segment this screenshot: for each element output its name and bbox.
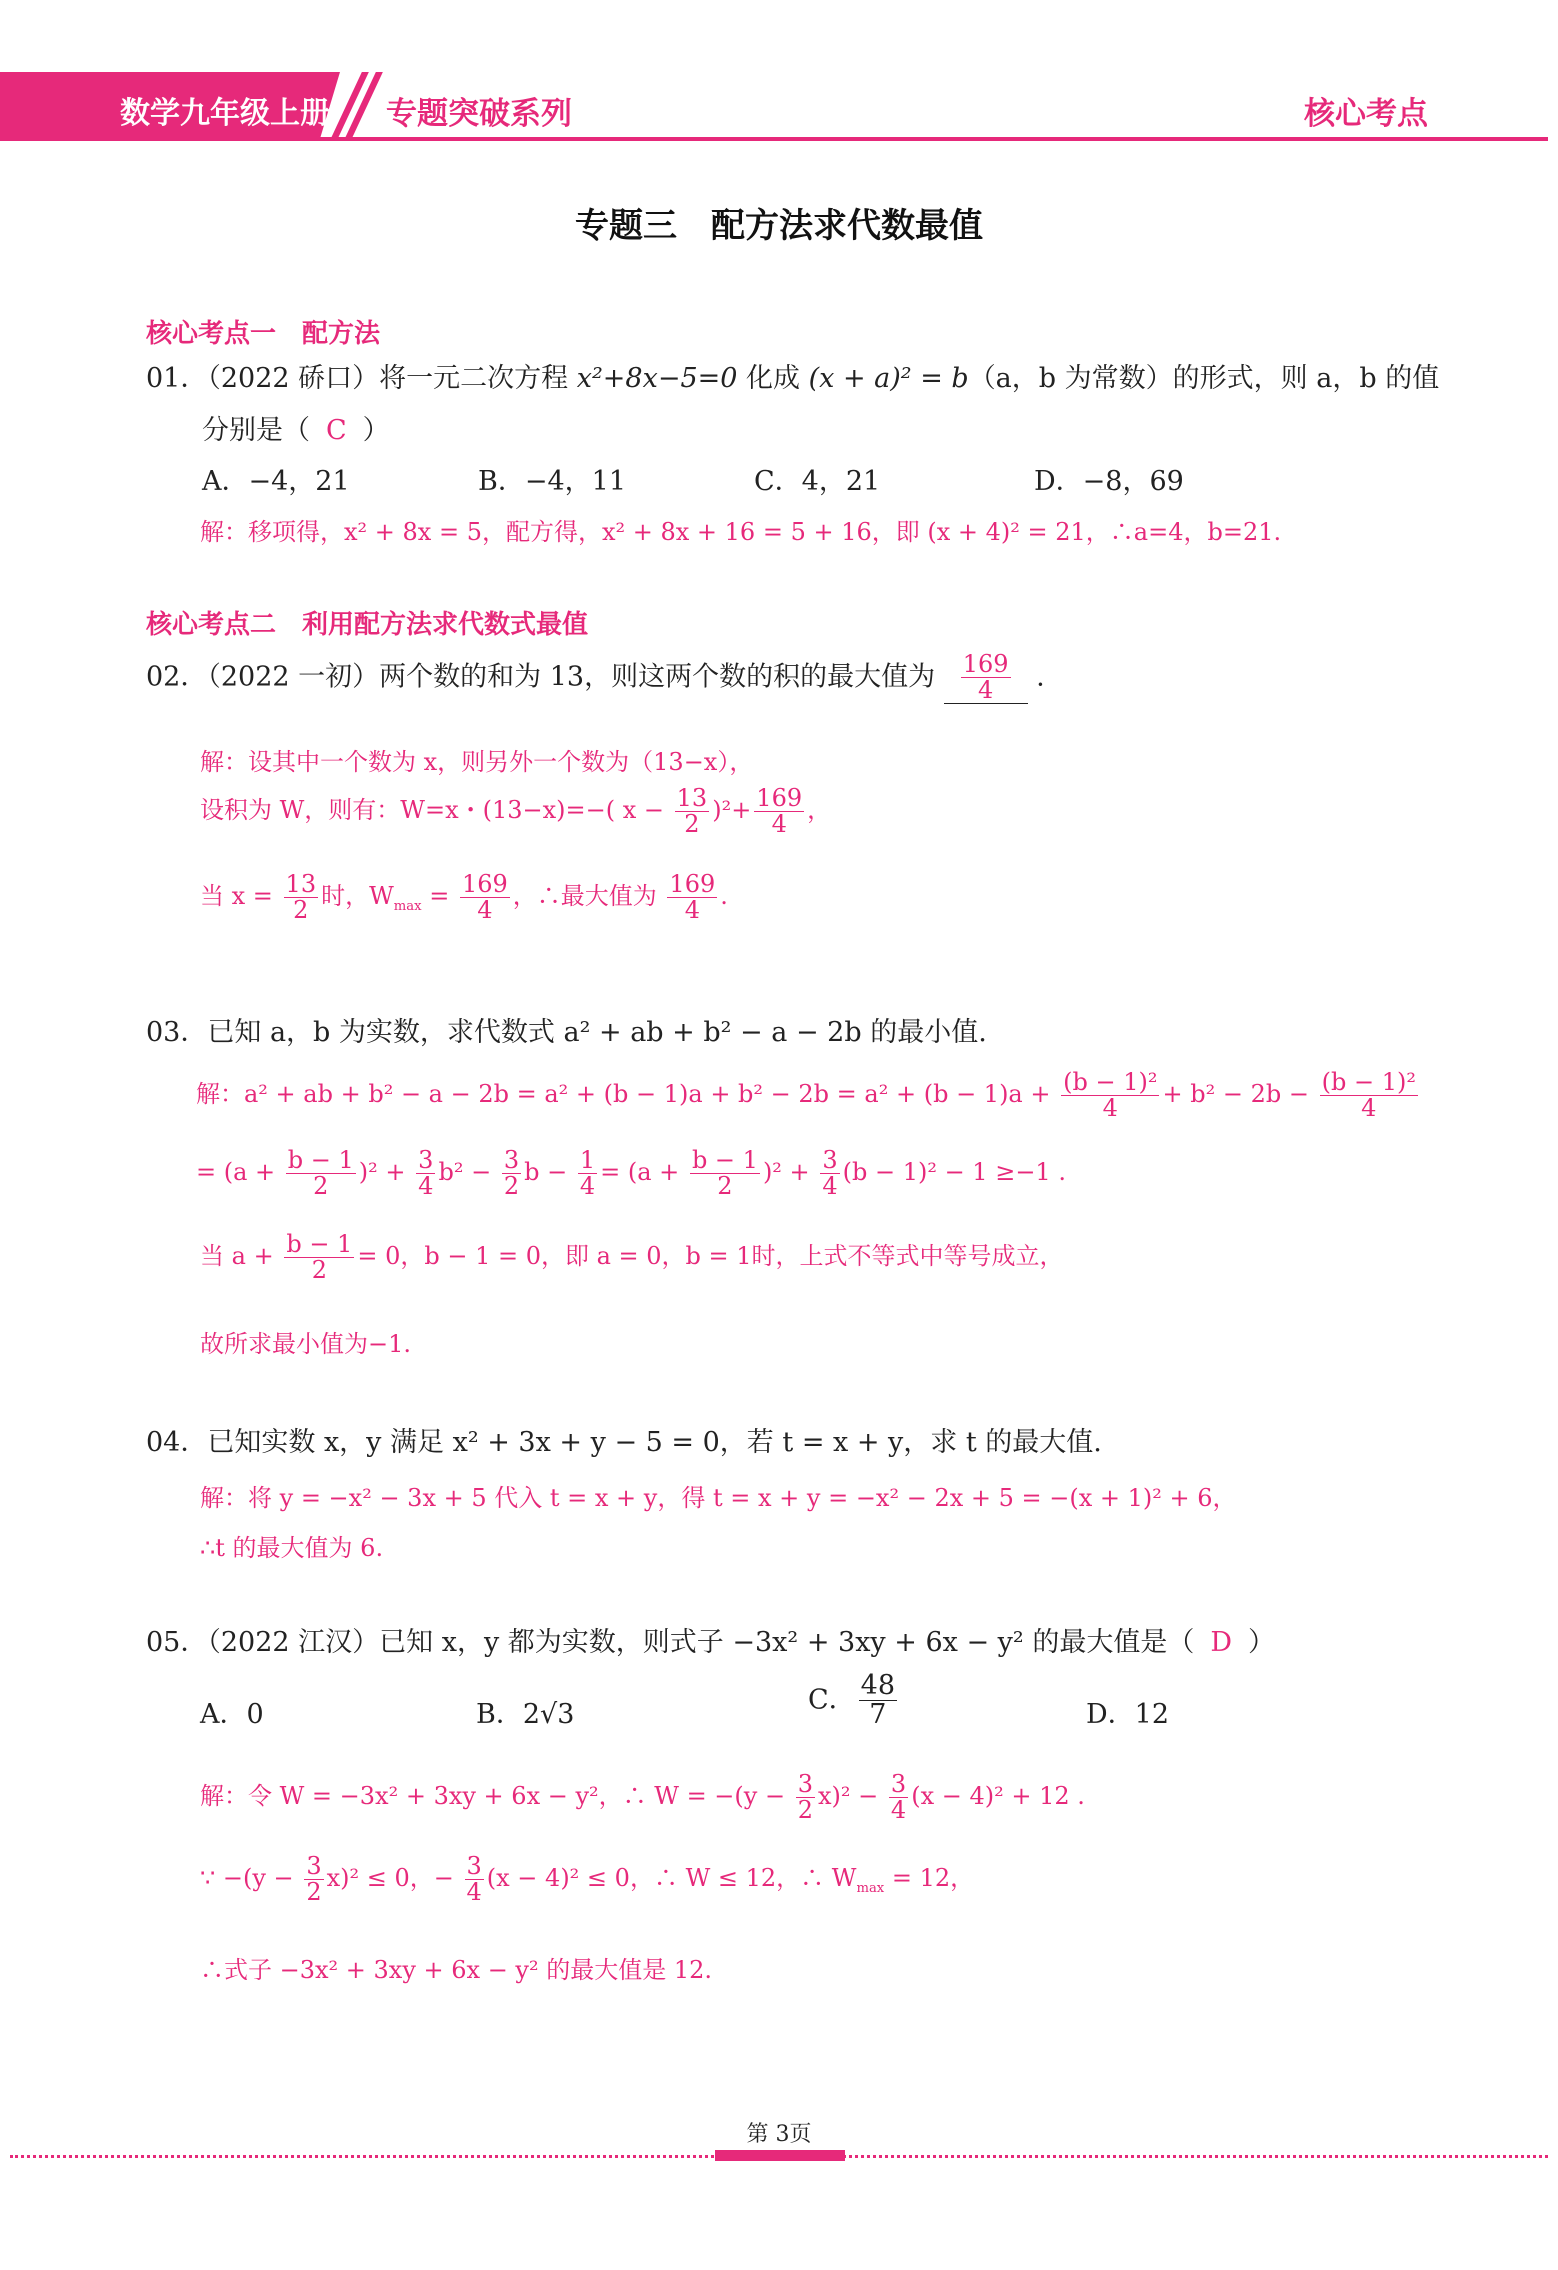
fraction <box>889 1772 908 1823</box>
solution-01: 解：移项得，x² + 8x = 5，配方得，x² + 8x + 16 = 5 + 16，即 (x + 4)² = 21，∴a=4，b=21. <box>200 518 1282 546</box>
solution-04-line2: ∴t 的最大值为 6. <box>200 1534 384 1562</box>
denominator: 2 <box>684 810 700 839</box>
solution-text: b² − <box>438 1158 492 1187</box>
solution-02-line3 <box>200 872 728 923</box>
fraction <box>796 1772 815 1823</box>
question-text: 化成 <box>737 363 809 394</box>
solution-text: ∵ −(y − <box>200 1864 294 1893</box>
denominator: 4 <box>977 676 994 705</box>
question-01-line2 <box>202 408 390 447</box>
fraction <box>416 1148 435 1199</box>
denominator: 2 <box>311 1256 327 1285</box>
denominator: 4 <box>1102 1094 1118 1123</box>
solution-text: (b − 1)² − 1 ≥−1 . <box>842 1158 1066 1187</box>
numerator: 13 <box>676 784 708 812</box>
numerator: 13 <box>285 870 317 898</box>
answer-fraction <box>961 652 1011 703</box>
solution-text: )²+ <box>712 796 752 825</box>
denominator: 4 <box>1361 1094 1377 1123</box>
question-number: 04． <box>146 1427 208 1458</box>
solution-text: = 12， <box>884 1864 975 1893</box>
fraction <box>675 786 710 837</box>
question-05 <box>146 1620 1275 1659</box>
solution-text: + b² − 2b − <box>1162 1080 1309 1109</box>
equation: (x + a)² = b <box>808 363 969 394</box>
denominator: 4 <box>771 810 787 839</box>
fraction <box>1320 1070 1418 1121</box>
option-c: C．4，21 <box>754 466 881 497</box>
section-heading-1: 核心考点一 配方法 <box>146 319 381 349</box>
solution-text: = 0，b − 1 = 0，即 a = 0，b = 1时，上式不等式中等号成立， <box>357 1242 1064 1271</box>
denominator: 4 <box>418 1172 434 1201</box>
fraction <box>284 1232 354 1283</box>
numerator: 1 <box>579 1146 596 1174</box>
denominator: 2 <box>313 1172 329 1201</box>
solution-05-line3: ∴式子 −3x² + 3xy + 6x − y² 的最大值是 12. <box>200 1956 713 1984</box>
solution-text: . <box>720 882 728 911</box>
numerator: 3 <box>466 1852 482 1880</box>
option-c <box>808 1672 900 1730</box>
question-source: （2022 一初） <box>207 661 380 693</box>
fraction <box>667 872 717 923</box>
question-text: （a，b 为常数）的形式，则 a，b 的值 <box>968 363 1440 394</box>
solution-text: ，∴最大值为 <box>512 882 657 911</box>
numerator: 3 <box>822 1146 838 1174</box>
question-01 <box>146 356 1439 395</box>
option-d: D．12 <box>1086 1699 1170 1730</box>
numerator: 169 <box>756 784 803 812</box>
denominator: 4 <box>466 1878 482 1907</box>
question-text: ） <box>362 415 390 446</box>
question-number: 03． <box>146 1017 208 1048</box>
page-title: 专题三 配方法求代数最值 <box>575 206 983 246</box>
question-text: 将一元二次方程 <box>379 363 577 394</box>
question-02 <box>146 652 1045 704</box>
question-text: 已知 x，y 都为实数，则式子 −3x² + 3xy + 6x − y² 的最大值是（ <box>379 1627 1195 1658</box>
section-heading-2: 核心考点二 利用配方法求代数式最值 <box>146 610 589 640</box>
solution-text: (x − 4)² + 12 . <box>911 1782 1085 1811</box>
fraction <box>284 872 319 923</box>
solution-03-line3 <box>200 1232 1064 1283</box>
solution-02-line1: 解：设其中一个数为 x，则另外一个数为（13−x）， <box>200 748 754 776</box>
solution-text: b − <box>524 1158 568 1187</box>
question-text: 已知 a，b 为实数，求代数式 a² + ab + b² − a − 2b 的最小值. <box>207 1017 987 1048</box>
numerator: 3 <box>797 1770 814 1798</box>
solution-text: 时，W <box>321 882 394 911</box>
numerator: 169 <box>962 650 1009 678</box>
solution-03-line4: 故所求最小值为−1. <box>200 1330 412 1358</box>
question-number: 01． <box>146 363 208 394</box>
question-text: ） <box>1247 1627 1275 1658</box>
page-number: 第 3页 <box>746 2122 812 2147</box>
question-04 <box>146 1420 1102 1459</box>
fraction <box>465 1854 484 1905</box>
question-number: 05． <box>146 1627 208 1658</box>
question-source: （2022 硚口） <box>207 363 380 394</box>
solution-03-line2 <box>196 1148 1066 1199</box>
numerator: 3 <box>418 1146 434 1174</box>
numerator: 169 <box>669 870 716 898</box>
numerator: 3 <box>306 1852 322 1880</box>
option-a: A．−4，21 <box>202 466 350 497</box>
numerator: b − 1 <box>286 1230 353 1258</box>
denominator: 4 <box>822 1172 838 1201</box>
option-label: C． <box>808 1684 856 1716</box>
fraction <box>578 1148 597 1199</box>
solution-text: 当 x = <box>200 882 273 911</box>
denominator: 4 <box>890 1796 907 1825</box>
answer-blank <box>944 652 1028 704</box>
fraction <box>859 1672 897 1730</box>
solution-05-line2 <box>200 1854 974 1905</box>
question-text: 已知实数 x，y 满足 x² + 3x + y − 5 = 0，若 t = x + y，求 t 的最大值. <box>207 1427 1102 1458</box>
denominator: 7 <box>869 1699 887 1731</box>
solution-text: (x − 4)² ≤ 0，∴ W ≤ 12，∴ W <box>486 1864 857 1893</box>
numerator: 48 <box>860 1670 896 1701</box>
denominator: 2 <box>293 896 309 925</box>
question-text: . <box>1036 661 1045 693</box>
answer-choice: C <box>326 415 347 446</box>
numerator: (b − 1)² <box>1321 1068 1416 1096</box>
solution-04-line1: 解：将 y = −x² − 3x + 5 代入 t = x + y，得 t = x + y = −x² − 2x + 5 = −(x + 1)² + 6， <box>200 1484 1237 1512</box>
solution-text: ， <box>807 796 832 825</box>
footer-accent-bar <box>715 2150 845 2161</box>
solution-03-line1 <box>196 1070 1421 1121</box>
denominator: 2 <box>797 1796 814 1825</box>
fraction <box>1061 1070 1159 1121</box>
solution-text: )² + <box>762 1158 810 1187</box>
fraction <box>820 1148 839 1199</box>
denominator: 2 <box>717 1172 733 1201</box>
subscript: max <box>393 898 422 914</box>
fraction <box>286 1148 356 1199</box>
denominator: 4 <box>579 1172 596 1201</box>
solution-text: 解：令 W = −3x² + 3xy + 6x − y²，∴ W = −(y − <box>200 1782 786 1811</box>
fraction <box>502 1148 521 1199</box>
header-series-label: 专题突破系列 <box>386 96 572 132</box>
solution-05-line1 <box>200 1772 1085 1823</box>
denominator: 2 <box>503 1172 520 1201</box>
header-grade-label: 数学九年级上册 <box>120 96 330 131</box>
fraction <box>690 1148 760 1199</box>
numerator: b − 1 <box>287 1146 354 1174</box>
option-a: A．0 <box>200 1699 264 1730</box>
option-b: B．2√3 <box>476 1699 575 1730</box>
answer-choice: D <box>1210 1627 1232 1658</box>
equation: x²+8x−5=0 <box>576 363 738 394</box>
question-03 <box>146 1010 987 1049</box>
solution-text: = (a + <box>600 1158 680 1187</box>
numerator: b − 1 <box>691 1146 758 1174</box>
solution-text: = <box>421 882 450 911</box>
numerator: 3 <box>890 1770 907 1798</box>
option-b: B．−4，11 <box>478 466 626 497</box>
denominator: 2 <box>306 1878 322 1907</box>
fraction <box>754 786 804 837</box>
solution-text: = (a + <box>196 1158 276 1187</box>
question-text: 分别是（ <box>202 415 310 446</box>
denominator: 4 <box>684 896 700 925</box>
subscript: max <box>856 1880 885 1896</box>
header-rule <box>0 137 1548 141</box>
solution-text: 解：a² + ab + b² − a − 2b = a² + (b − 1)a + b² − 2b = a² + (b − 1)a + <box>196 1080 1051 1109</box>
fraction <box>460 872 510 923</box>
solution-02-line2 <box>200 786 831 837</box>
solution-text: x)² − <box>818 1782 879 1811</box>
solution-text: )² + <box>358 1158 406 1187</box>
denominator: 4 <box>477 896 493 925</box>
option-d: D．−8，69 <box>1034 466 1184 497</box>
question-text: 两个数的和为 13，则这两个数的积的最大值为 <box>379 661 936 693</box>
solution-text: x)² ≤ 0，− <box>326 1864 454 1893</box>
solution-text: 当 a + <box>200 1242 274 1271</box>
header-right-label: 核心考点 <box>1304 96 1428 132</box>
numerator: 3 <box>503 1146 520 1174</box>
question-source: （2022 江汉） <box>207 1627 380 1658</box>
solution-text: 设积为 W，则有：W=x・(13−x)=−( x − <box>200 796 665 825</box>
numerator: (b − 1)² <box>1063 1068 1158 1096</box>
question-number: 02． <box>146 661 208 693</box>
numerator: 169 <box>461 870 508 898</box>
fraction <box>304 1854 323 1905</box>
